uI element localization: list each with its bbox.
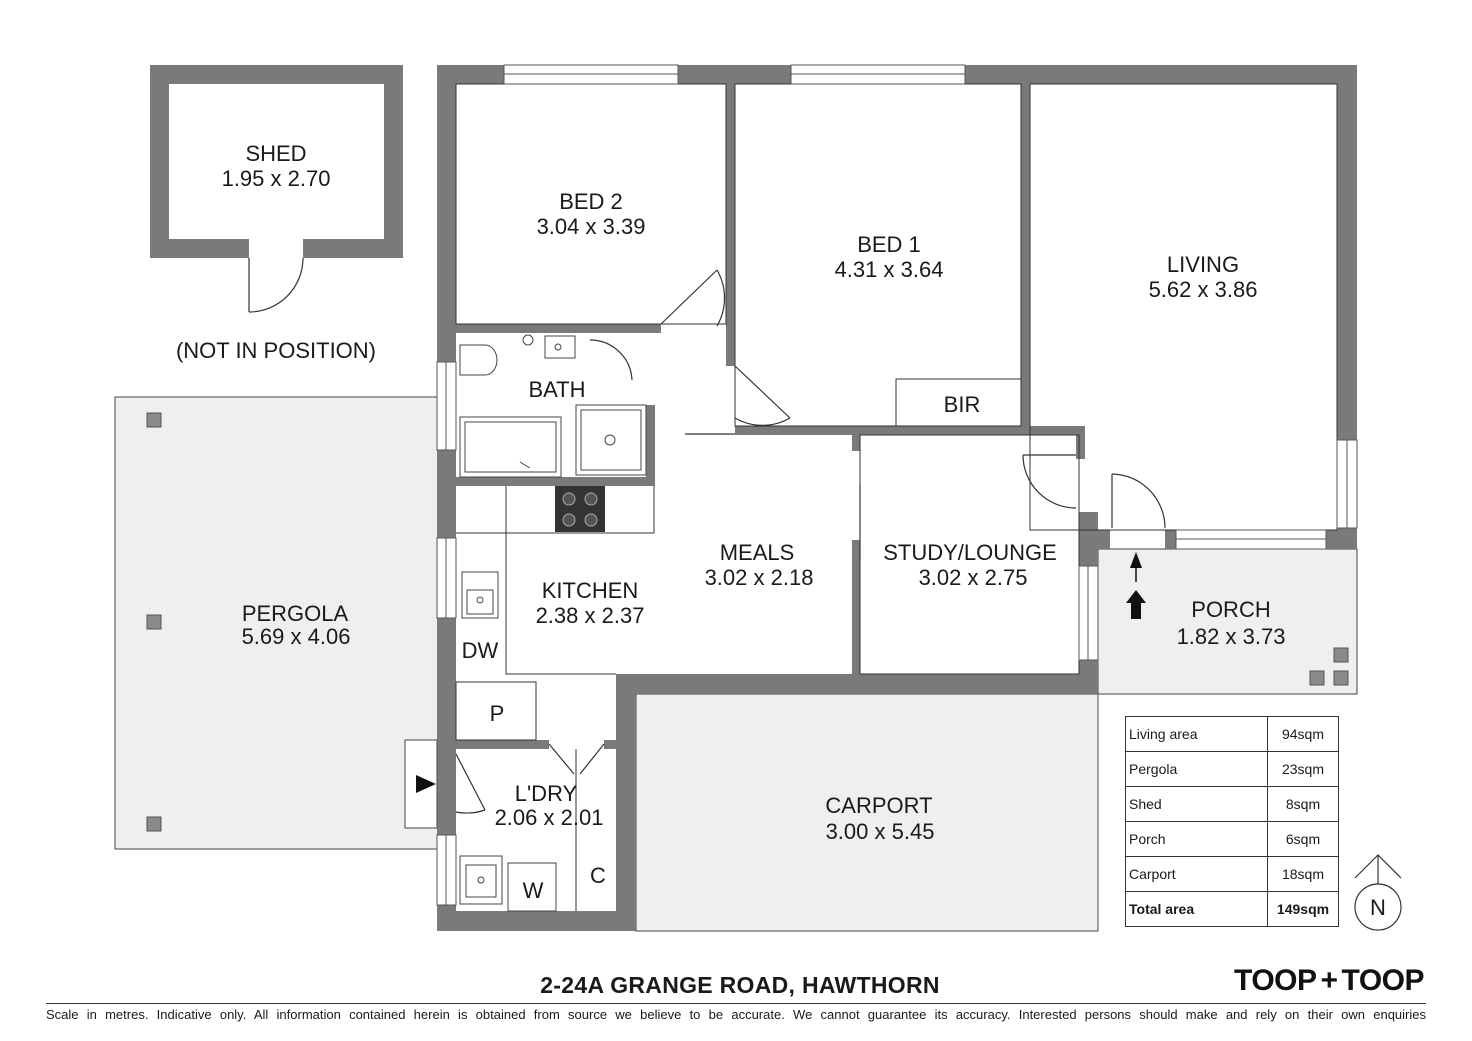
area-row bbox=[1126, 857, 1339, 892]
brand-left: TOOP bbox=[1234, 964, 1317, 997]
bath-fixtures bbox=[460, 335, 646, 477]
pergola-dims: 5.69 x 4.06 bbox=[241, 624, 351, 649]
kitchen-sink bbox=[462, 572, 498, 618]
bath-name: BATH bbox=[528, 377, 586, 402]
study-dims: 3.02 x 2.75 bbox=[918, 565, 1028, 590]
area-row bbox=[1126, 752, 1339, 787]
shed-dims: 1.95 x 2.70 bbox=[221, 166, 331, 191]
area-label: Carport bbox=[1126, 857, 1268, 892]
bir-name: BIR bbox=[943, 392, 981, 417]
shed-name: SHED bbox=[245, 141, 307, 166]
area-row bbox=[1126, 717, 1339, 752]
area-label: Living area bbox=[1126, 717, 1268, 752]
area-row bbox=[1126, 787, 1339, 822]
study-name: STUDY/LOUNGE bbox=[883, 540, 1057, 565]
cooktop bbox=[555, 486, 605, 532]
meals-dims: 3.02 x 2.18 bbox=[704, 565, 814, 590]
dishwasher-label: DW bbox=[461, 638, 499, 663]
cupboard-label: C bbox=[590, 863, 606, 888]
brand-right: TOOP bbox=[1341, 964, 1424, 997]
living-name: LIVING bbox=[1166, 252, 1240, 277]
laundry-name: L'DRY bbox=[514, 781, 578, 806]
living-dims: 5.62 x 3.86 bbox=[1148, 277, 1258, 302]
area-label: Total area bbox=[1126, 892, 1268, 927]
disclaimer: Scale in metres. Indicative only. All information contained herein is obtained from source we believe to be accurate. We cannot guarantee its accuracy. Interested persons should make and rely on their own enquiries bbox=[46, 1007, 1426, 1022]
compass-label: N bbox=[1370, 895, 1386, 920]
footer-divider bbox=[46, 1003, 1426, 1004]
shed-door bbox=[249, 258, 303, 312]
area-label: Porch bbox=[1126, 822, 1268, 857]
meals-name: MEALS bbox=[719, 540, 795, 565]
area-value: 18sqm bbox=[1268, 857, 1339, 892]
bed2-dims: 3.04 x 3.39 bbox=[536, 214, 646, 239]
porch-dims: 1.82 x 3.73 bbox=[1176, 624, 1286, 649]
brand-plus-icon: + bbox=[1320, 964, 1338, 997]
bed1-name: BED 1 bbox=[857, 232, 921, 257]
carport-name: CARPORT bbox=[825, 793, 933, 818]
area-table bbox=[1125, 716, 1339, 927]
bed1-dims: 4.31 x 3.64 bbox=[834, 257, 944, 282]
area-value: 8sqm bbox=[1268, 787, 1339, 822]
property-address: 2-24A GRANGE ROAD, HAWTHORN bbox=[540, 972, 940, 998]
area-value: 94sqm bbox=[1268, 717, 1339, 752]
porch-name: PORCH bbox=[1191, 597, 1271, 622]
kitchen-dims: 2.38 x 2.37 bbox=[535, 603, 645, 628]
brand-logo bbox=[1150, 964, 1424, 998]
kitchen-name: KITCHEN bbox=[541, 578, 639, 603]
pergola-name: PERGOLA bbox=[241, 601, 349, 626]
area-row bbox=[1126, 892, 1339, 927]
area-label: Pergola bbox=[1126, 752, 1268, 787]
pantry-label: P bbox=[489, 701, 505, 726]
washer-label: W bbox=[522, 878, 544, 903]
area-value: 23sqm bbox=[1268, 752, 1339, 787]
area-row bbox=[1126, 822, 1339, 857]
area-label: Shed bbox=[1126, 787, 1268, 822]
area-value: 149sqm bbox=[1268, 892, 1339, 927]
shed-note: (NOT IN POSITION) bbox=[175, 338, 377, 363]
bed2-name: BED 2 bbox=[559, 189, 623, 214]
laundry-dims: 2.06 x 2.01 bbox=[494, 805, 604, 830]
carport-dims: 3.00 x 5.45 bbox=[825, 819, 935, 844]
area-value: 6sqm bbox=[1268, 822, 1339, 857]
